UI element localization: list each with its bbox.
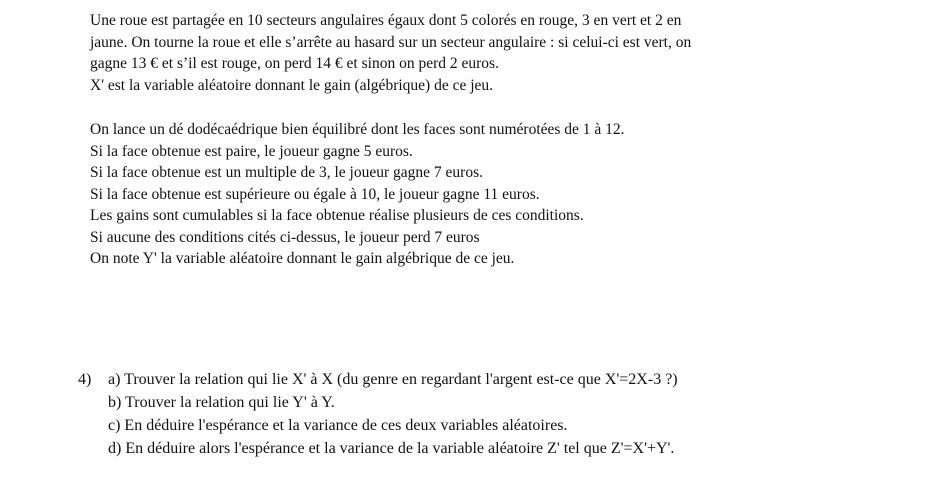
question-item xyxy=(78,437,928,460)
text-line: On note Y' la variable aléatoire donnant le gain algébrique de ce jeu. xyxy=(90,250,515,267)
text-line: Si la face obtenue est paire, le joueur gagne 5 euros. xyxy=(90,142,413,160)
text-line: Si la face obtenue est un multiple de 3, le joueur gagne 7 euros. xyxy=(90,164,483,181)
question-text: d) En déduire alors l'espérance et la variance de la variable aléatoire Z' tel que Z'=X'+Y'. xyxy=(108,440,675,457)
text-line: Si la face obtenue est supérieure ou égale à 10, le joueur gagne 11 euros. xyxy=(90,185,540,203)
text-line: On lance un dé dodécaédrique bien équilibré dont les faces sont numérotées de 1 à 12. xyxy=(90,121,625,138)
question-text: c) En déduire l'espérance et la variance de ces deux variables aléatoires. xyxy=(108,417,568,434)
question-item xyxy=(78,368,928,391)
text-line: Si aucune des conditions cités ci-dessus, le joueur perd 7 euros xyxy=(90,228,480,246)
question-text: b) Trouver la relation qui lie Y' à Y. xyxy=(108,394,335,411)
text-line: gagne 13 € et s’il est rouge, on perd 14 € et sinon on perd 2 euros. xyxy=(90,55,499,72)
text-line: Une roue est partagée en 10 secteurs angulaires égaux dont 5 colorés en rouge, 3 en vert et 2 en xyxy=(90,12,682,29)
text-line: X' est la variable aléatoire donnant le gain (algébrique) de ce jeu. xyxy=(90,76,494,94)
question-item xyxy=(78,414,928,437)
text-line: Les gains sont cumulables si la face obtenue réalise plusieurs de ces conditions. xyxy=(90,207,584,224)
question-item xyxy=(78,391,928,414)
question-text: a) Trouver la relation qui lie X' à X (du genre en regardant l'argent est-ce que X'=2X-3 ?) xyxy=(108,371,678,388)
question-number: 4) xyxy=(78,371,92,388)
text-line: jaune. On tourne la roue et elle s’arrête au hasard sur un secteur angulaire : si celui-ci est vert, on xyxy=(90,33,692,51)
wheel-exercise-text xyxy=(90,10,890,96)
questions-list xyxy=(78,368,928,460)
die-exercise-text xyxy=(90,119,890,270)
